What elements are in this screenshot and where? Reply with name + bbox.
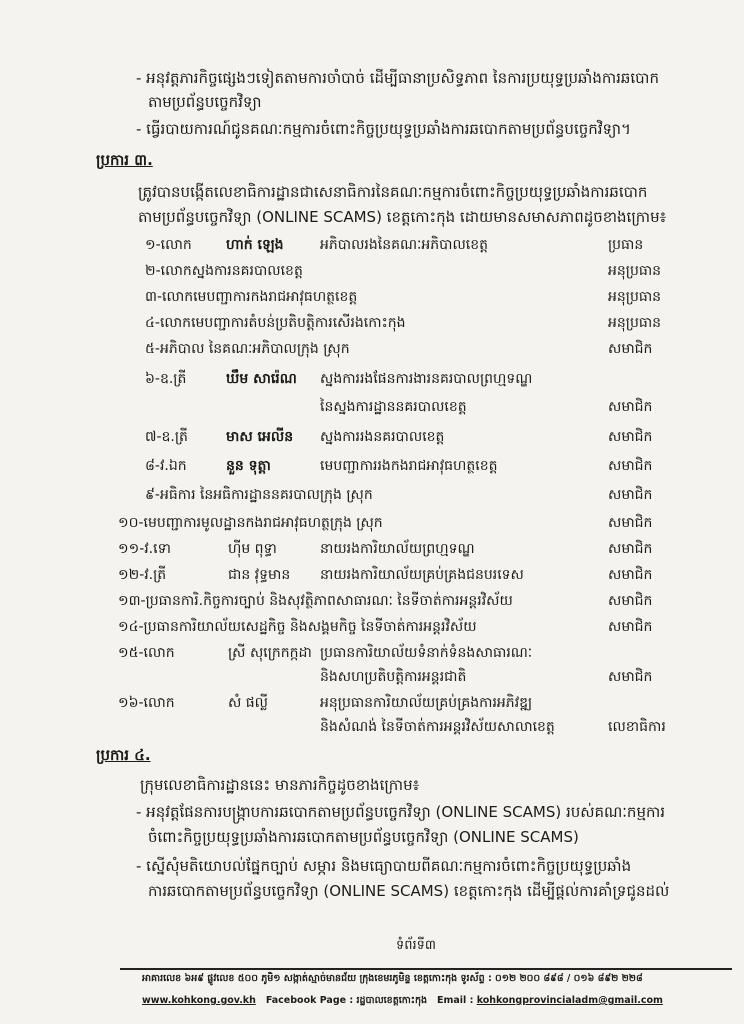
- member-row: [0, 538, 744, 560]
- member-position: នាយរងការិយាល័យគ្រប់គ្រងជនបរទេស: [320, 567, 524, 583]
- member-row: [0, 234, 744, 256]
- member-number: ១-លោក: [145, 237, 192, 253]
- member-number: ១៥-លោក: [118, 645, 175, 661]
- footer-divider: [120, 968, 732, 970]
- article-3-para-line1: ត្រូវបានបង្កើតលេខាធិការដ្ឋានជាសេនាធិការនៃគណៈកម្មការចំពោះកិច្ចប្រយុទ្ធប្រឆាំងការឆបោក: [138, 183, 648, 201]
- bullet-2: - ធ្វើរបាយការណ៍ជូនគណៈកម្មការចំពោះកិច្ចប្រយុទ្ធប្រឆាំងការឆបោកតាមប្រព័ន្ធបច្ចេកវិទ្យា។: [136, 120, 631, 138]
- article-4-intro: ក្រុមលេខាធិការដ្ឋាននេះ មានភារកិច្ចដូចខាងក្រោម៖: [140, 776, 420, 794]
- member-position-cont: និងសហប្រតិបត្តិការអន្តរជាតិ: [320, 669, 467, 685]
- website-link[interactable]: www.kohkong.gov.kh: [142, 995, 256, 1006]
- member-role: ប្រធាន: [608, 237, 644, 253]
- member-number: ៩-អធិការ នៃអធិការដ្ឋាននគរបាលក្រុង ស្រុក: [145, 487, 373, 503]
- page-number: ទំព័រទី៣: [396, 938, 436, 953]
- member-role: សមាជិក: [608, 515, 653, 531]
- member-number: ៣-លោកមេបញ្ជាការកងរាជអាវុធហត្ថខេត្ត: [145, 289, 358, 305]
- member-row: [0, 716, 744, 738]
- member-position-cont: នៃស្នងការដ្ឋាននគរបាលខេត្ត: [320, 399, 467, 415]
- member-row: [0, 642, 744, 664]
- bullet-1-line2: តាមប្រព័ន្ធបច្ចេកវិទ្យា: [148, 93, 262, 111]
- member-row: [0, 396, 744, 418]
- article-4-bullet-2-line1: - ស្នើសុំមតិយោបល់ផ្នែកច្បាប់ សម្ភារ និងមធ្យោបាយពីគណៈកម្មការចំពោះកិច្ចប្រយុទ្ធប្រឆាំង: [136, 857, 632, 875]
- member-number: ៦-ឧ.ត្រី: [145, 371, 187, 387]
- member-position: អនុប្រធានការិយាល័យគ្រប់គ្រងការអភិវឌ្ឍ: [320, 695, 533, 711]
- member-row: [0, 564, 744, 586]
- email-label: Email :: [436, 995, 474, 1006]
- facebook-label: Facebook Page :: [265, 995, 354, 1006]
- bullet-1-line1: - អនុវត្តភារកិច្ចផ្សេងៗទៀតតាមការចាំបាច់ ដើម្បីធានាប្រសិទ្ធភាព នៃការប្រយុទ្ធប្រឆាំងការឆបោក: [136, 69, 659, 87]
- member-row: [0, 260, 744, 282]
- member-role: សមាជិក: [608, 567, 653, 583]
- member-role: សមាជិក: [608, 619, 653, 635]
- member-role: លេខាធិការ: [608, 719, 666, 735]
- member-row: [0, 484, 744, 506]
- member-number: ៧-ឧ.ត្រី: [145, 429, 188, 445]
- member-number: ៥-អភិបាល នៃគណៈអភិបាលក្រុង ស្រុក: [145, 341, 350, 357]
- email-link[interactable]: kohkongprovincialadm@gmail.com: [476, 995, 663, 1006]
- member-position: នាយរងការិយាល័យព្រហ្មទណ្ឌ: [320, 541, 475, 557]
- member-number: ៤-លោកមេបញ្ជាការតំបន់ប្រតិបត្តិការសើរងកោះកុង: [145, 315, 406, 331]
- member-name: សំ ផល្លី: [228, 695, 268, 711]
- member-number: ១៣-ប្រធានការិ.កិច្ចការច្បាប់ និងសុវត្ថិភាពសាធារណៈ នៃទីចាត់ការអន្តរវិស័យ: [118, 593, 513, 609]
- member-name: ស្រី សុក្រេកក្កដា: [228, 645, 312, 661]
- member-number: ៨-វ.ឯក: [145, 458, 187, 474]
- member-role: សមាជិក: [608, 593, 653, 609]
- article-4-bullet-1-line1: - អនុវត្តផែនការបង្ក្រាបការឆបោកតាមប្រព័ន្ធបច្ចេកវិទ្យា (ONLINE SCAMS) របស់គណៈកម្មការ: [136, 803, 666, 821]
- member-row: [0, 312, 744, 334]
- member-name: នួន ទុត្តា: [226, 458, 271, 474]
- member-row: [0, 590, 744, 612]
- member-role: អនុប្រធាន: [608, 315, 662, 331]
- member-row: [0, 455, 744, 477]
- member-role: សមាជិក: [608, 487, 653, 503]
- article-4-bullet-2-line2: ការឆបោកតាមប្រព័ន្ធបច្ចេកវិទ្យា (ONLINE SCAMS) ខេត្តកោះកុង ដើម្បីផ្តល់ការគាំទ្រជូនដល់: [148, 882, 670, 900]
- member-role: សមាជិក: [608, 341, 653, 357]
- member-row: [0, 512, 744, 534]
- member-row: [0, 616, 744, 638]
- member-row: [0, 426, 744, 448]
- member-row: [0, 368, 744, 390]
- article-4-bullet-1-line2: ចំពោះកិច្ចប្រយុទ្ធប្រឆាំងការឆបោកតាមប្រព័ន្ធបច្ចេកវិទ្យា (ONLINE SCAMS): [148, 828, 579, 846]
- member-position: អភិបាលរងនៃគណៈអភិបាលខេត្ត: [320, 237, 488, 253]
- member-role: សមាជិក: [608, 399, 653, 415]
- member-row: [0, 692, 744, 714]
- member-number: ១០-មេបញ្ជាការមូលដ្ឋានកងរាជអាវុធហត្ថក្រុង ស្រុក: [118, 515, 383, 531]
- footer-contacts: [142, 994, 663, 1007]
- member-position-cont: និងសំណង់ នៃទីចាត់ការអន្តរវិស័យសាលាខេត្ត: [320, 719, 555, 735]
- member-role: សមាជិក: [608, 669, 653, 685]
- member-role: សមាជិក: [608, 429, 653, 445]
- member-row: [0, 286, 744, 308]
- member-name: ឃឹម សារ៉េណ: [226, 371, 297, 387]
- article-4-heading: ប្រការ ៤.: [96, 746, 151, 764]
- facebook-value[interactable]: រដ្ឋបាលខេត្តកោះកុង: [356, 995, 428, 1006]
- member-number: ២-លោកស្នងការនគរបាលខេត្ត: [145, 263, 303, 279]
- article-3-heading: ប្រការ ៣.: [96, 151, 153, 169]
- member-name: ហ៊ីម ពុទ្ធា: [228, 541, 277, 557]
- member-role: សមាជិក: [608, 458, 653, 474]
- member-name: ជាន វុទ្ធមាន: [228, 567, 291, 583]
- member-position: ស្នងការរងនគរបាលខេត្ត: [320, 429, 445, 445]
- member-name: មាស អេលីន: [226, 429, 294, 445]
- member-role: អនុប្រធាន: [608, 263, 662, 279]
- member-role: អនុប្រធាន: [608, 289, 662, 305]
- member-name: ហាក់ ឡេង: [226, 237, 284, 253]
- member-number: ១៤-ប្រធានការិយាល័យសេដ្ឋកិច្ច និងសង្គមកិច្ច នៃទីចាត់ការអន្តរវិស័យ: [118, 619, 477, 635]
- footer-address: អាគារលេខ ៦អ៩ ផ្លូវលេខ ៥០០ ភូមិ១ សង្កាត់ស្មាច់មានជ័យ ក្រុងខេមរភូមិន្ទ ខេត្តកោះកុង ទូរស័ព្ទ : ០១២ ២០០ ៨៩៨ / ០១៦ ៨៩២ ២២៨: [142, 973, 643, 984]
- member-row: [0, 666, 744, 688]
- member-row: [0, 338, 744, 360]
- member-position: មេបញ្ជាការរងកងរាជអាវុធហត្ថខេត្ត: [320, 458, 498, 474]
- member-position: ស្នងការរងផែនការងារនគរបាលព្រហ្មទណ្ឌ: [320, 371, 533, 387]
- member-number: ១១-វ.ទោ: [118, 541, 171, 557]
- member-role: សមាជិក: [608, 541, 653, 557]
- article-3-para-line2: តាមប្រព័ន្ធបច្ចេកវិទ្យា (ONLINE SCAMS) ខេត្តកោះកុង ដោយមានសមាសភាពដូចខាងក្រោម៖: [138, 208, 667, 226]
- member-number: ១២-វ.ត្រី: [118, 567, 167, 583]
- member-position: ប្រធានការិយាល័យទំនាក់ទំនងសាធារណៈ: [320, 645, 533, 661]
- member-number: ១៦-លោក: [118, 695, 175, 711]
